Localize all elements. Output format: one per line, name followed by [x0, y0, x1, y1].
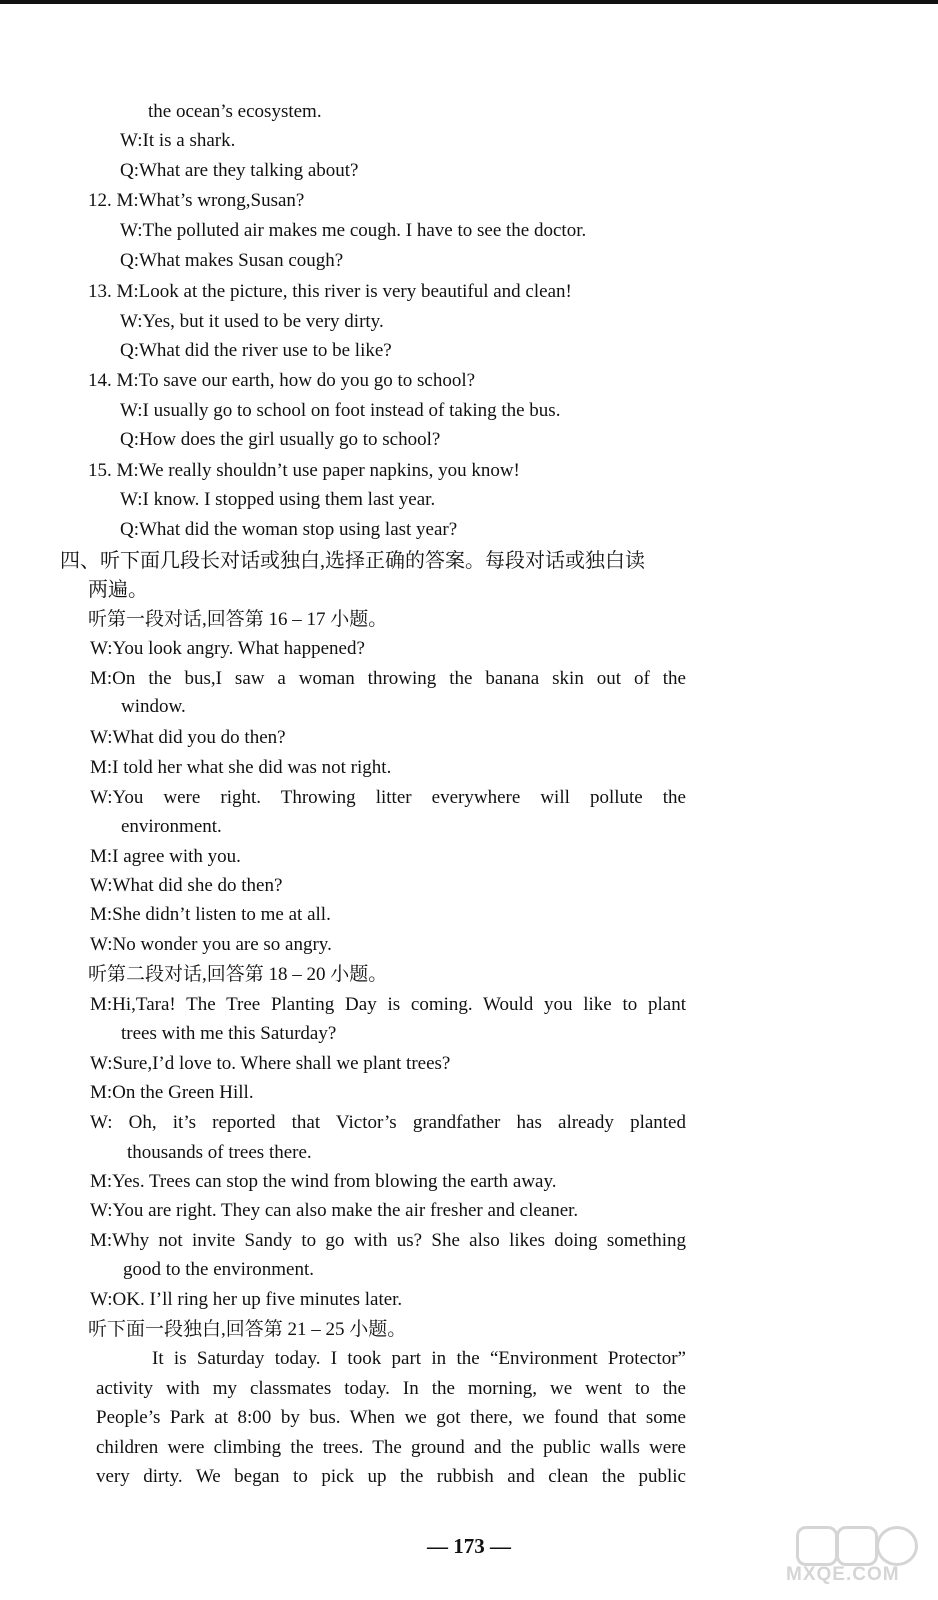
paragraph-line: It is Saturday today. I took part in the “Environment Protector” [152, 1348, 686, 1369]
text-line: Q:What did the woman stop using last year? [120, 519, 458, 540]
text-line: 13. M:Look at the picture, this river is very beautiful and clean! [88, 281, 572, 302]
text-line: M:On the Green Hill. [90, 1082, 254, 1103]
paragraph-line: very dirty. We began to pick up the rubbish and clean the public [96, 1466, 686, 1487]
paragraph-line: activity with my classmates today. In the morning, we went to the [96, 1378, 686, 1399]
text-line: W:It is a shark. [120, 130, 236, 151]
text-line: W:I usually go to school on foot instead of taking the bus. [120, 400, 561, 421]
text-line: thousands of trees there. [127, 1142, 312, 1163]
text-line: W:No wonder you are so angry. [90, 934, 332, 955]
text-line: W:Yes, but it used to be very dirty. [120, 311, 384, 332]
text-line: W:Sure,I’d love to. Where shall we plant trees? [90, 1053, 451, 1074]
text-line: W:What did she do then? [90, 875, 283, 896]
text-line: M:I agree with you. [90, 846, 241, 867]
text-line: W:The polluted air makes me cough. I have to see the doctor. [120, 220, 587, 241]
paragraph-line: children were climbing the trees. The ground and the public walls were [96, 1437, 686, 1458]
text-line: 12. M:What’s wrong,Susan? [88, 190, 305, 211]
text-line: M:She didn’t listen to me at all. [90, 904, 331, 925]
text-line: W:You were right. Throwing litter everywhere will pollute the [90, 787, 686, 808]
paragraph-line: People’s Park at 8:00 by bus. When we got there, we found that some [96, 1407, 686, 1428]
text-line: W: Oh, it’s reported that Victor’s grandfather has already planted [90, 1112, 686, 1133]
text-line: W:What did you do then? [90, 727, 286, 748]
text-line: M:I told her what she did was not right. [90, 757, 392, 778]
text-line: 14. M:To save our earth, how do you go to school? [88, 370, 476, 391]
watermark-text: MXQE.COM [786, 1564, 900, 1585]
text-line: trees with me this Saturday? [121, 1023, 337, 1044]
text-line: W:You look angry. What happened? [90, 638, 365, 659]
text-line: good to the environment. [123, 1259, 315, 1280]
text-line: environment. [121, 816, 222, 837]
text-line: Q:What did the river use to be like? [120, 340, 392, 361]
subsection-heading: 听第一段对话,回答第 16 – 17 小题。 [88, 609, 388, 630]
watermark-logo [766, 1524, 924, 1586]
page-number: — 173 — [427, 1534, 511, 1558]
text-line: W:OK. I’ll ring her up five minutes later. [90, 1289, 403, 1310]
text-line: the ocean’s ecosystem. [148, 101, 322, 122]
text-line: M:Yes. Trees can stop the wind from blowing the earth away. [90, 1171, 557, 1192]
text-line: M:Why not invite Sandy to go with us? She also likes doing something [90, 1230, 686, 1251]
subsection-heading: 听下面一段独白,回答第 21 – 25 小题。 [88, 1319, 407, 1340]
text-line: Q:How does the girl usually go to school? [120, 429, 441, 450]
text-line: Q:What are they talking about? [120, 160, 359, 181]
section-heading: 四、听下面几段长对话或独白,选择正确的答案。每段对话或独白读 [60, 550, 645, 572]
text-line: 15. M:We really shouldn’t use paper napkins, you know! [88, 460, 520, 481]
text-line: M:Hi,Tara! The Tree Planting Day is coming. Would you like to plant [90, 994, 686, 1015]
section-heading-cont: 两遍。 [88, 579, 148, 601]
text-line: Q:What makes Susan cough? [120, 250, 344, 271]
subsection-heading: 听第二段对话,回答第 18 – 20 小题。 [88, 964, 388, 985]
text-line: W:I know. I stopped using them last year. [120, 489, 436, 510]
text-line: window. [121, 696, 186, 717]
text-line: W:You are right. They can also make the air fresher and cleaner. [90, 1200, 579, 1221]
text-line: M:On the bus,I saw a woman throwing the banana skin out of the [90, 668, 686, 689]
